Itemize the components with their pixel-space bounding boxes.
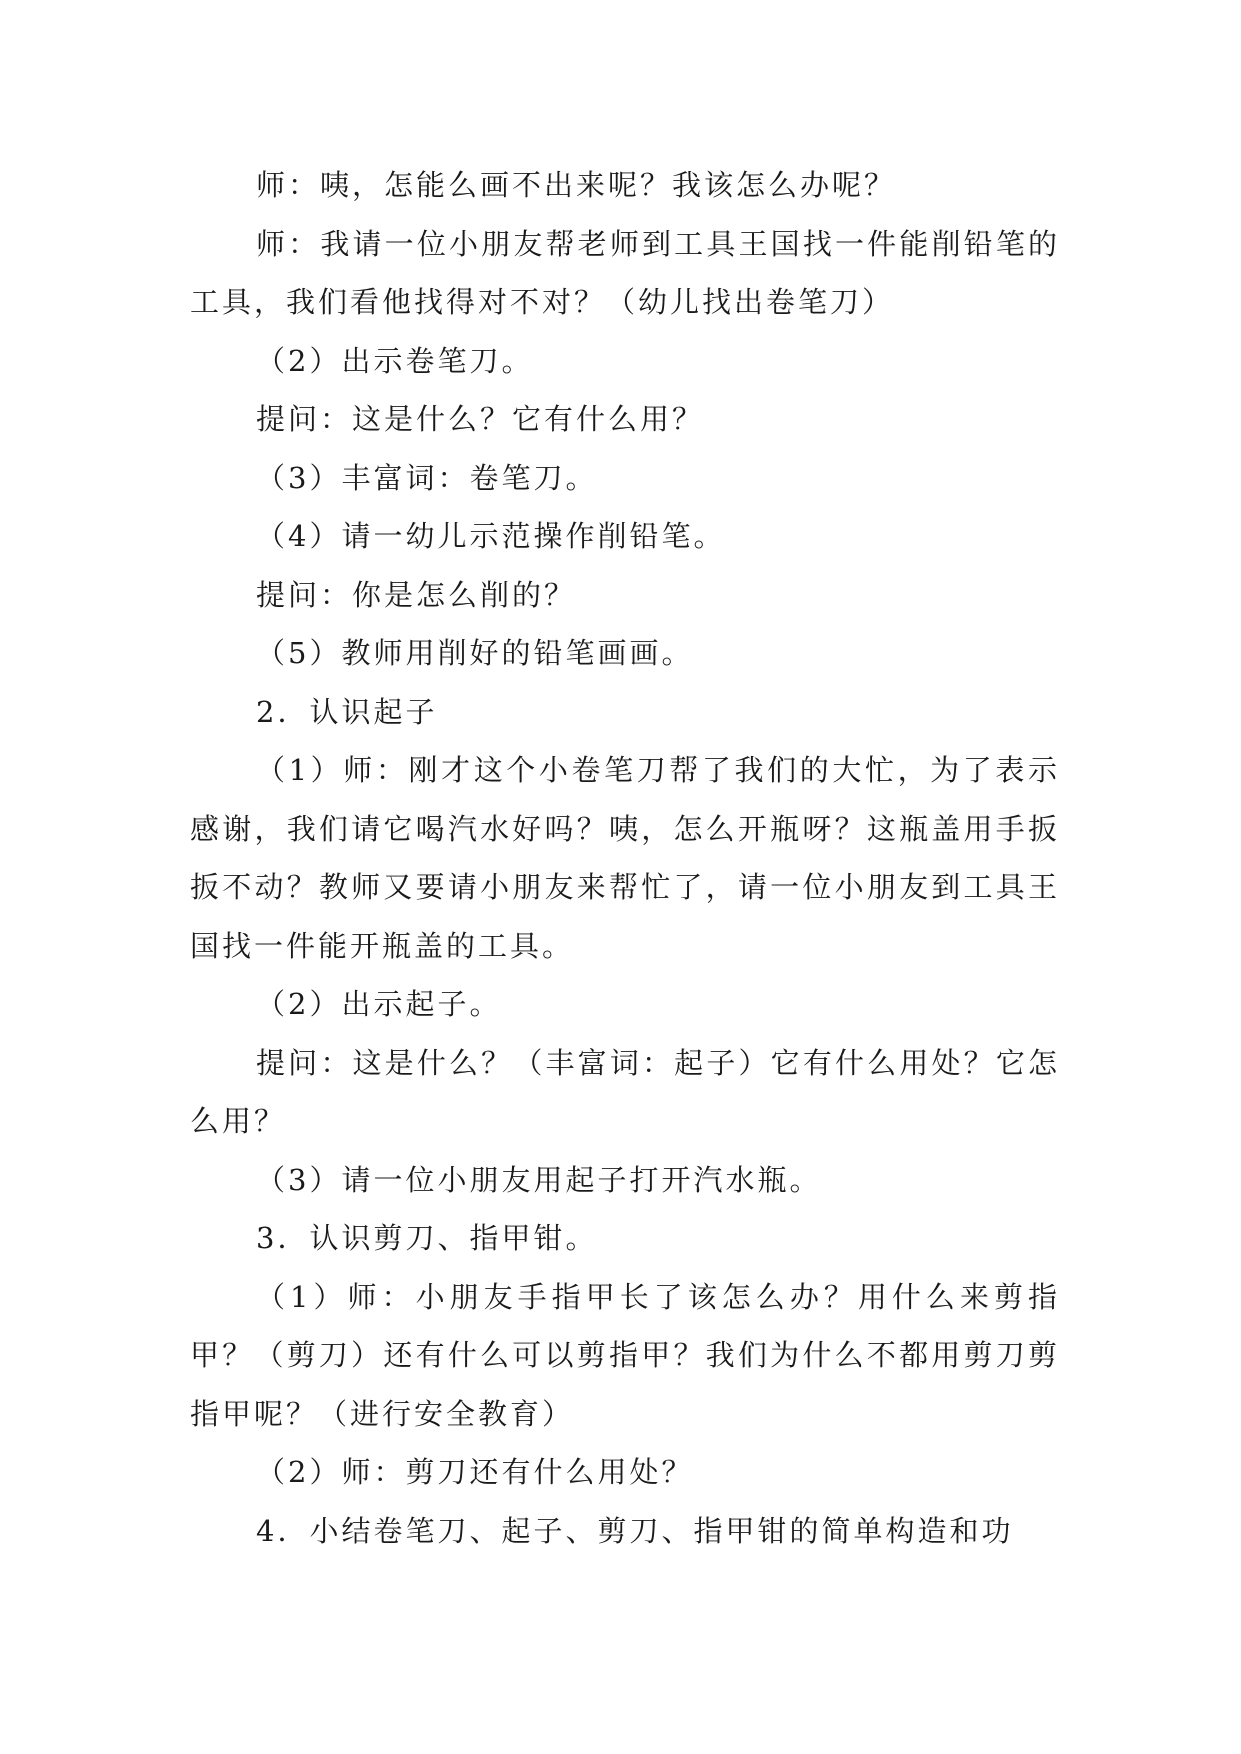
paragraph: （2）出示起子。 bbox=[256, 987, 502, 1021]
paragraph: （1）师：小朋友手指甲长了该怎么办？用什么来剪指甲？（剪刀）还有什么可以剪指甲？我们为什么不都用剪刀剪指甲呢？（进行安全教育） bbox=[190, 1279, 1060, 1431]
paragraph: （1）师：刚才这个小卷笔刀帮了我们的大忙，为了表示感谢，我们请它喝汽水好吗？咦，怎么开瓶呀？这瓶盖用手扳扳不动？教师又要请小朋友来帮忙了，请一位小朋友到工具王国找一件能开瓶盖的工具。 bbox=[190, 753, 1060, 963]
paragraph: （3）请一位小朋友用起子打开汽水瓶。 bbox=[256, 1162, 822, 1197]
paragraph: （5）教师用削好的铅笔画画。 bbox=[256, 636, 694, 670]
document-body bbox=[190, 156, 1060, 1560]
paragraph: 提问：这是什么？它有什么用？ bbox=[256, 402, 705, 436]
paragraph: （4）请一幼儿示范操作削铅笔。 bbox=[256, 519, 726, 553]
paragraph: 提问：你是怎么削的？ bbox=[256, 577, 577, 612]
paragraph: （3）丰富词：卷笔刀。 bbox=[256, 460, 598, 495]
section-heading: 3．认识剪刀、指甲钳。 bbox=[256, 1221, 598, 1255]
paragraph: （2）师：剪刀还有什么用处？ bbox=[256, 1455, 694, 1489]
paragraph: 师：咦，怎能么画不出来呢？我该怎么办呢？ bbox=[256, 168, 897, 202]
paragraph: 师：我请一位小朋友帮老师到工具王国找一件能削铅笔的工具，我们看他找得对不对？（幼儿找出卷笔刀） bbox=[190, 226, 1060, 319]
section-heading: 2．认识起子 bbox=[256, 694, 438, 729]
paragraph: （2）出示卷笔刀。 bbox=[256, 343, 534, 378]
section-heading: 4．小结卷笔刀、起子、剪刀、指甲钳的简单构造和功 bbox=[256, 1513, 1014, 1548]
paragraph: 提问：这是什么？（丰富词：起子）它有什么用处？它怎么用？ bbox=[190, 1045, 1060, 1138]
